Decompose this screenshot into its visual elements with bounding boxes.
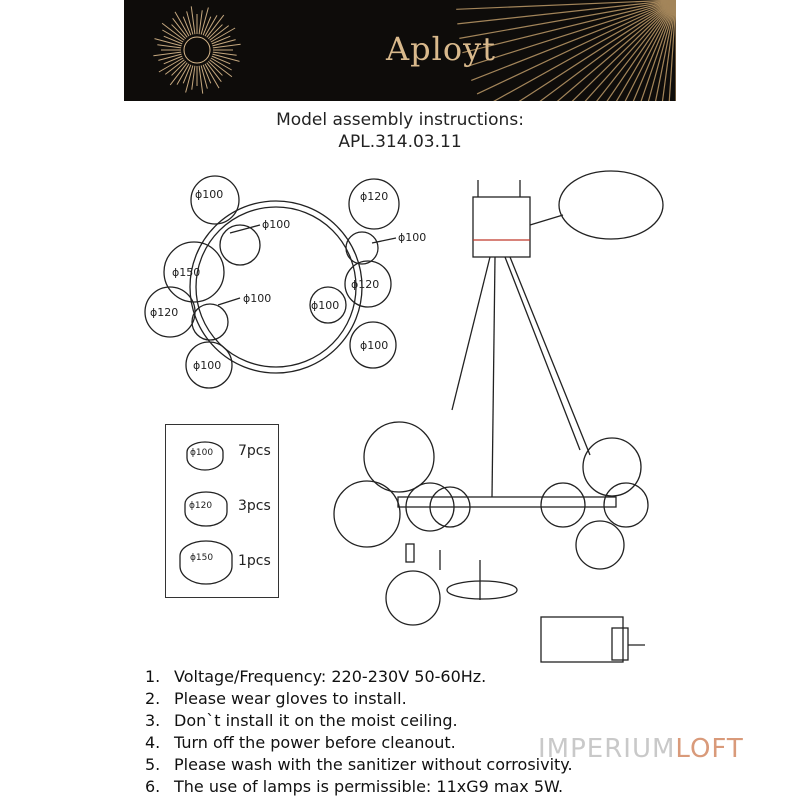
globe-top-right (349, 179, 399, 229)
label-120-c: ϕ120 (150, 306, 179, 319)
label-100-d: ϕ100 (243, 292, 272, 305)
label-100-f: ϕ100 (360, 339, 389, 352)
instruction-item: 4. Turn off the power before cleanout. (145, 733, 456, 752)
label-100-b: ϕ100 (262, 218, 291, 231)
globe-install (386, 571, 440, 625)
label-120-b: ϕ120 (351, 278, 380, 291)
label-120-a: ϕ120 (360, 190, 389, 203)
ceiling-canopy (473, 197, 530, 257)
globe-inner-right (346, 232, 378, 264)
label-100-e: ϕ100 (311, 299, 340, 312)
instruction-item: 2. Please wear gloves to install. (145, 689, 407, 708)
detail-bubble (559, 171, 663, 239)
legend-size-100: ϕ100 (190, 448, 214, 458)
instruction-item: 5. Please wash with the sanitizer without corrosivity. (145, 755, 573, 774)
label-100-c: ϕ100 (398, 231, 427, 244)
wiring-block (541, 617, 623, 662)
instruction-item: 6. The use of lamps is permissible: 11xG9 max 5W. (145, 777, 564, 796)
instruction-list (145, 666, 573, 798)
instruction-item: 3. Don`t install it on the moist ceiling. (145, 711, 458, 730)
legend-size-150: ϕ150 (190, 553, 214, 563)
model-number: APL.314.03.11 (338, 132, 462, 152)
brand-name: Aployt (386, 30, 497, 68)
legend-qty-100: 7pcs (238, 443, 271, 459)
instruction-item: 1. Voltage/Frequency: 220-230V 50-60Hz. (145, 667, 487, 686)
legend-qty-120: 3pcs (238, 498, 271, 514)
legend-qty-150: 1pcs (238, 553, 271, 569)
label-100-g: ϕ100 (193, 359, 222, 372)
label-150: ϕ150 (172, 266, 201, 279)
label-100-a: ϕ100 (195, 188, 224, 201)
legend-size-120: ϕ120 (189, 501, 213, 511)
watermark: IMPERIUMLOFT (538, 734, 744, 764)
page-title: Model assembly instructions: (276, 110, 524, 130)
